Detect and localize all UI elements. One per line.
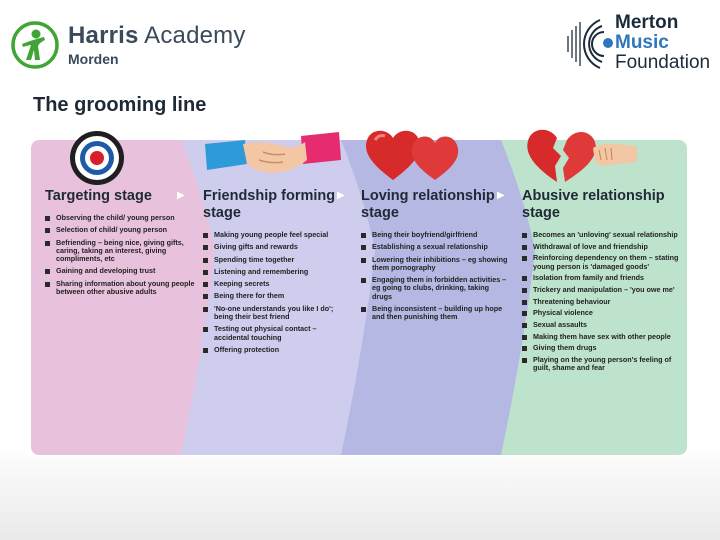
broken-heart-fist-icon [519, 126, 639, 186]
list-item: Spending time together [203, 256, 343, 264]
list-item: Reinforcing dependency on them – stating young person is 'damaged goods' [522, 254, 680, 271]
stage-title: Loving relationship stage [361, 188, 495, 221]
list-item: Listening and remembering [203, 268, 343, 276]
list-item: Giving them drugs [522, 344, 680, 352]
stage-item-list [522, 231, 680, 373]
list-item: Being their boyfriend/girlfriend [361, 231, 509, 239]
list-item: Being there for them [203, 292, 343, 300]
list-item: Becomes an 'unloving' sexual relationship [522, 231, 680, 239]
stage-item-list [203, 231, 343, 354]
list-item: Engaging them in forbidden activities – eg going to clubs, drinking, taking drugs [361, 276, 509, 301]
list-item: Befriending – being nice, giving gifts, caring, taking an interest, giving compliments, etc [45, 239, 195, 264]
stage-loving-relationship [361, 188, 509, 326]
merton-logo-text: Merton Music Foundation [615, 12, 711, 73]
sound-wave-icon [564, 12, 614, 74]
stage-friendship-forming [203, 188, 343, 358]
handshake-icon [203, 130, 343, 186]
list-item: Offering protection [203, 346, 343, 354]
list-item: Gaining and developing trust [45, 267, 195, 275]
list-item: Withdrawal of love and friendship [522, 243, 680, 251]
merton-music-foundation-logo [564, 12, 714, 74]
list-item: 'No-one understands you like I do'; being their best friend [203, 305, 343, 322]
list-item: Isolation from family and friends [522, 274, 680, 282]
list-item: Establishing a sexual relationship [361, 243, 509, 251]
list-item: Making them have sex with other people [522, 333, 680, 341]
list-item: Lowering their inhibitions – eg showing them pornography [361, 256, 509, 273]
harris-person-icon [10, 20, 60, 70]
list-item: Keeping secrets [203, 280, 343, 288]
list-item: Observing the child/ young person [45, 214, 195, 222]
arrow-right-icon: ▶ [177, 190, 185, 201]
list-item: Trickery and manipulation – 'you owe me' [522, 286, 680, 294]
stage-item-list [361, 231, 509, 322]
stage-title: Abusive relationship stage [522, 188, 665, 221]
list-item: Making young people feel special [203, 231, 343, 239]
list-item: Threatening behaviour [522, 298, 680, 306]
harris-academy-name: Harris Academy [68, 22, 246, 49]
harris-academy-campus: Morden [68, 51, 119, 67]
infographic-title: The grooming line [33, 94, 207, 116]
list-item: Playing on the young person's feeling of guilt, shame and fear [522, 356, 680, 373]
list-item: Physical violence [522, 309, 680, 317]
stage-item-list [45, 214, 195, 296]
hearts-icon [363, 126, 473, 184]
list-item: Sharing information about young people between other abusive adults [45, 280, 195, 297]
stage-targeting [45, 188, 195, 300]
list-item: Selection of child/ young person [45, 226, 195, 234]
list-item: Giving gifts and rewards [203, 243, 343, 251]
list-item: Being inconsistent – building up hope and then punishing them [361, 305, 509, 322]
arrow-right-icon: ▶ [497, 190, 505, 201]
stage-title: Friendship forming stage [203, 188, 336, 221]
arrow-right-icon: ▶ [337, 190, 345, 201]
list-item: Sexual assaults [522, 321, 680, 329]
target-icon [69, 130, 125, 186]
grooming-line-infographic [25, 90, 689, 456]
stage-title: Targeting stage [45, 188, 152, 204]
stage-abusive-relationship [522, 188, 680, 376]
harris-academy-logo [10, 18, 250, 74]
list-item: Testing out physical contact – accidental touching [203, 325, 343, 342]
